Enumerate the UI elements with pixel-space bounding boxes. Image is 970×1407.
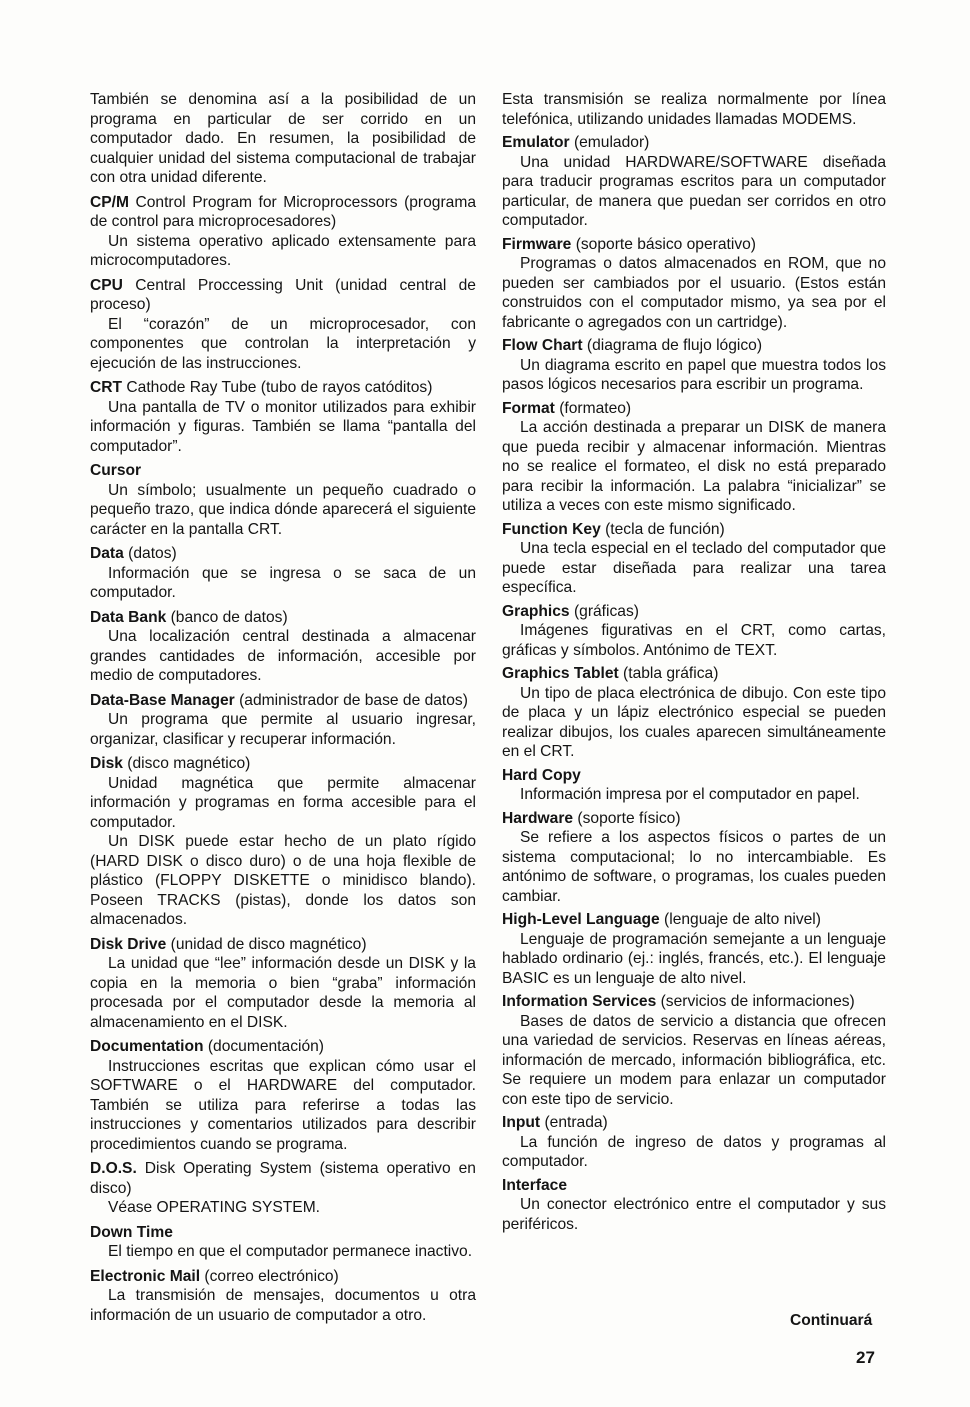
entry-definition: Bases de datos de servicio a distancia que ofrecen una variedad de servicios. Reservas en líneas aéreas, información de mercado, información bibliográfica, etc. Se requiere un modem para enlazar un computador con este tipo de servicio. — [502, 1012, 886, 1108]
entry-heading — [90, 935, 476, 955]
entry-definition: Un diagrama escrito en papel que muestra todos los pasos lógicos necesarios para escribir un programa. — [502, 356, 886, 393]
left-column — [90, 90, 476, 1330]
continued-paragraph — [90, 90, 476, 188]
right-column — [502, 90, 886, 1238]
entry-heading — [502, 664, 886, 684]
glossary-entry — [502, 520, 886, 598]
page-number: 27 — [856, 1348, 875, 1367]
entry-term: Hard Copy — [502, 766, 581, 784]
entry-term: Disk Drive — [90, 935, 167, 953]
entry-heading — [502, 1113, 886, 1133]
entry-gloss: (banco de datos) — [170, 608, 288, 626]
glossary-entry — [502, 336, 886, 395]
entry-term: Disk — [90, 755, 123, 772]
continued-label: Continuará — [790, 1312, 873, 1329]
entry-term: Interface — [502, 1176, 568, 1194]
entry-heading — [502, 235, 886, 255]
entry-term: Information Services — [502, 993, 657, 1010]
glossary-entry — [90, 1267, 476, 1326]
entry-term: Hardware — [502, 809, 574, 827]
entry-term: High-Level Language — [502, 911, 660, 928]
entry-definition: Imágenes figurativas en el CRT, como cartas, gráficas y símbolos. Antónimo de TEXT. — [502, 622, 886, 659]
entry-definition: Un tipo de placa electrónica de dibujo. Con este tipo de placa y un lápiz electrónico especial se pueden realizar dibujos, los cuales aparecen simultáneamente en el CRT. — [502, 684, 886, 760]
entry-term: Electronic Mail — [90, 1267, 201, 1285]
entry-definition: La unidad que “lee” información desde un DISK y la copia en la memoria o bien “graba” información procesada por el computador desde la memoria al almacenamiento en el DISK. — [90, 955, 476, 1031]
entry-gloss: (documentación) — [207, 1038, 324, 1055]
entry-definition: Información impresa por el computador en papel. — [520, 786, 860, 803]
glossary-entry — [90, 608, 476, 686]
glossary-entry — [90, 378, 476, 456]
entry-gloss: (diagrama de flujo lógico) — [586, 337, 763, 354]
entry-gloss: (tecla de función) — [605, 520, 725, 538]
entry-definition: Una unidad HARDWARE/SOFTWARE diseñada para traducir programas escritos para un computador particular, de manera que puedan ser corridos en otro computador. — [502, 153, 886, 229]
entry-term: CRT — [90, 379, 123, 396]
entry-heading — [90, 1159, 476, 1198]
entry-heading — [502, 336, 886, 356]
entry-term: Data-Base Manager — [90, 691, 235, 709]
glossary-entry — [502, 1113, 886, 1172]
entry-heading — [90, 461, 476, 481]
entry-definition: Unidad magnética que permite almacenar información y programas en forma accesible para el computador. — [90, 774, 476, 831]
entry-definition: La acción destinada a preparar un DISK de manera que pueda recibir y almacenar información. Mientras no se realice el formateo, el disk no está preparado para recibir la información. La palabra “inicializar” se utiliza a veces con este mismo significado. — [502, 419, 886, 514]
entry-term: CP/M — [90, 193, 129, 211]
entry-definition: Un conector electrónico entre el computador y sus periféricos. — [502, 1196, 886, 1233]
entry-term: Data — [90, 545, 124, 562]
entry-heading — [502, 133, 886, 153]
entry-gloss: Cathode Ray Tube (tubo de rayos catóditos) — [126, 379, 433, 396]
glossary-entry — [90, 544, 476, 603]
entry-gloss: (soporte básico operativo) — [575, 235, 756, 253]
entry-term: Down Time — [90, 1223, 173, 1241]
entry-gloss: (unidad de disco magnético) — [170, 935, 367, 953]
intro-text: También se denomina así a la posibilidad de un programa en particular de ser corrido en un computador dado. En resumen, la posibilidad de cualquier unidad del sistema computacional de trabajar con otra unidad diferente. — [90, 91, 476, 186]
entry-heading — [90, 608, 476, 628]
entry-definition: Programas o datos almacenados en ROM, que no pueden ser cambiados por el usuario. (Estos están construidos con el computador mismo, ya sea por el fabricante o agregados con un cartridge). — [502, 255, 886, 331]
entry-heading — [90, 754, 476, 774]
entry-gloss: (gráficas) — [573, 602, 639, 620]
glossary-entry — [502, 399, 886, 516]
entry-term: Cursor — [90, 462, 142, 479]
entry-gloss: (disco magnético) — [127, 755, 251, 772]
entry-gloss: (administrador de base de datos) — [239, 691, 468, 709]
entry-heading — [90, 378, 476, 398]
entry-gloss: (servicios de informaciones) — [660, 993, 855, 1010]
entry-term: Flow Chart — [502, 337, 583, 354]
glossary-entry — [90, 1037, 476, 1154]
entry-term: Data Bank — [90, 608, 167, 626]
entry-definition: Un símbolo; usualmente un pequeño cuadrado o pequeño trazo, que indica dónde aparecerá el siguiente carácter en la pantalla CRT. — [90, 481, 476, 538]
entry-definition: La función de ingreso de datos y programas al computador. — [502, 1133, 886, 1170]
entry-term: Documentation — [90, 1038, 204, 1055]
entry-heading — [502, 992, 886, 1012]
entry-term: D.O.S. — [90, 1160, 137, 1177]
entry-term: Emulator — [502, 134, 570, 151]
entry-definition: El tiempo en que el computador permanece inactivo. — [108, 1243, 473, 1260]
entry-definition: Una tecla especial en el teclado del computador que puede estar diseñada para realizar una tarea específica. — [502, 540, 886, 596]
entry-definition: La transmisión de mensajes, documentos u otra información de un usuario de computador a otro. — [90, 1287, 476, 1324]
entry-term: Function Key — [502, 520, 601, 538]
entry-heading — [90, 1267, 476, 1287]
entry-term: Format — [502, 399, 555, 417]
entry-definition: Un sistema operativo aplicado extensamente para microcomputadores. — [90, 232, 476, 269]
entry-gloss: (tabla gráfica) — [623, 665, 719, 682]
entry-gloss: (entrada) — [544, 1114, 608, 1131]
entry-heading — [90, 1037, 476, 1057]
entry-gloss: (soporte físico) — [577, 809, 681, 827]
glossary-entry — [502, 809, 886, 907]
entry-definition: El “corazón” de un microprocesador, con componentes que controlan la interpretación y ejecución de las instrucciones. — [90, 315, 476, 372]
entry-gloss: Central Proccessing Unit (unidad central de proceso) — [90, 276, 476, 313]
entry-term: CPU — [90, 276, 123, 294]
glossary-entry — [502, 133, 886, 231]
entry-heading — [502, 809, 886, 829]
entry-gloss: (formateo) — [559, 399, 632, 417]
glossary-entry — [502, 766, 886, 805]
entry-heading — [90, 1223, 476, 1243]
entry-definition: Información que se ingresa o se saca de un computador. — [90, 564, 476, 601]
glossary-entry — [502, 235, 886, 333]
entry-heading — [90, 544, 476, 564]
entry-gloss: Disk Operating System (sistema operativo en disco) — [90, 1160, 476, 1197]
entry-heading — [502, 399, 886, 419]
entry-definition: Véase OPERATING SYSTEM. — [108, 1199, 321, 1216]
glossary-entry — [90, 691, 476, 750]
glossary-entry — [502, 992, 886, 1109]
glossary-entry — [90, 1223, 476, 1262]
entry-definition: Un DISK puede estar hecho de un plato rígido (HARD DISK o disco duro) o de una hoja flexible de plástico (FLOPPY DISKETTE o minidisco blando). Poseen TRACKS (pistas), donde los datos son almacenados. — [90, 833, 476, 928]
glossary-entry — [502, 602, 886, 661]
entry-gloss: (correo electrónico) — [204, 1267, 339, 1285]
glossary-entry — [90, 193, 476, 271]
entry-definition: Un programa que permite al usuario ingresar, organizar, clasificar y recuperar información. — [90, 711, 476, 748]
glossary-entry — [90, 935, 476, 1033]
intro-text: Esta transmisión se realiza normalmente por línea telefónica, utilizando unidades llamadas MODEMS. — [502, 91, 886, 128]
entry-term: Graphics — [502, 602, 570, 620]
entry-heading — [90, 691, 476, 711]
glossary-entry — [502, 1176, 886, 1235]
entry-term: Graphics Tablet — [502, 665, 619, 682]
continued-paragraph — [502, 90, 886, 129]
glossary-entry — [502, 910, 886, 988]
entry-definition: Una pantalla de TV o monitor utilizados para exhibir información y figuras. También se llama “pantalla del computador”. — [90, 398, 476, 455]
entry-definition: Se refiere a los aspectos físicos o partes de un sistema computacional; lo no intercambiable. Es antónimo de software, o programas, los cuales pueden cambiar. — [502, 829, 886, 905]
entry-heading — [502, 910, 886, 930]
glossary-entry — [90, 461, 476, 539]
entry-heading — [502, 766, 886, 786]
entry-heading — [502, 520, 886, 540]
entry-heading — [502, 602, 886, 622]
entry-gloss: Control Program for Microprocessors (programa de control para microprocesadores) — [90, 193, 476, 230]
entry-gloss: (lenguaje de alto nivel) — [664, 911, 821, 928]
entry-term: Input — [502, 1114, 541, 1131]
entry-heading — [90, 276, 476, 315]
entry-definition: Instrucciones escritas que explican cómo usar el SOFTWARE o el HARDWARE del computador. También se utiliza para referirse a todas las instrucciones y comentarios utilizados para describir procedimientos cuando se programa. — [90, 1057, 476, 1153]
entry-term: Firmware — [502, 235, 572, 253]
glossary-entry — [90, 1159, 476, 1218]
glossary-entry — [502, 664, 886, 762]
glossary-entry — [90, 276, 476, 374]
entry-heading — [502, 1176, 886, 1196]
entry-gloss: (emulador) — [573, 134, 650, 151]
glossary-entry — [90, 754, 476, 930]
entry-definition: Lenguaje de programación semejante a un lenguaje hablado ordinario (ej.: inglés, francés, etc.). El lenguaje BASIC es un lenguaje de alto nivel. — [502, 930, 886, 987]
entry-heading — [90, 193, 476, 232]
entry-definition: Una localización central destinada a almacenar grandes cantidades de información, accesible por medio de computadores. — [90, 628, 476, 684]
entry-gloss: (datos) — [128, 545, 177, 562]
